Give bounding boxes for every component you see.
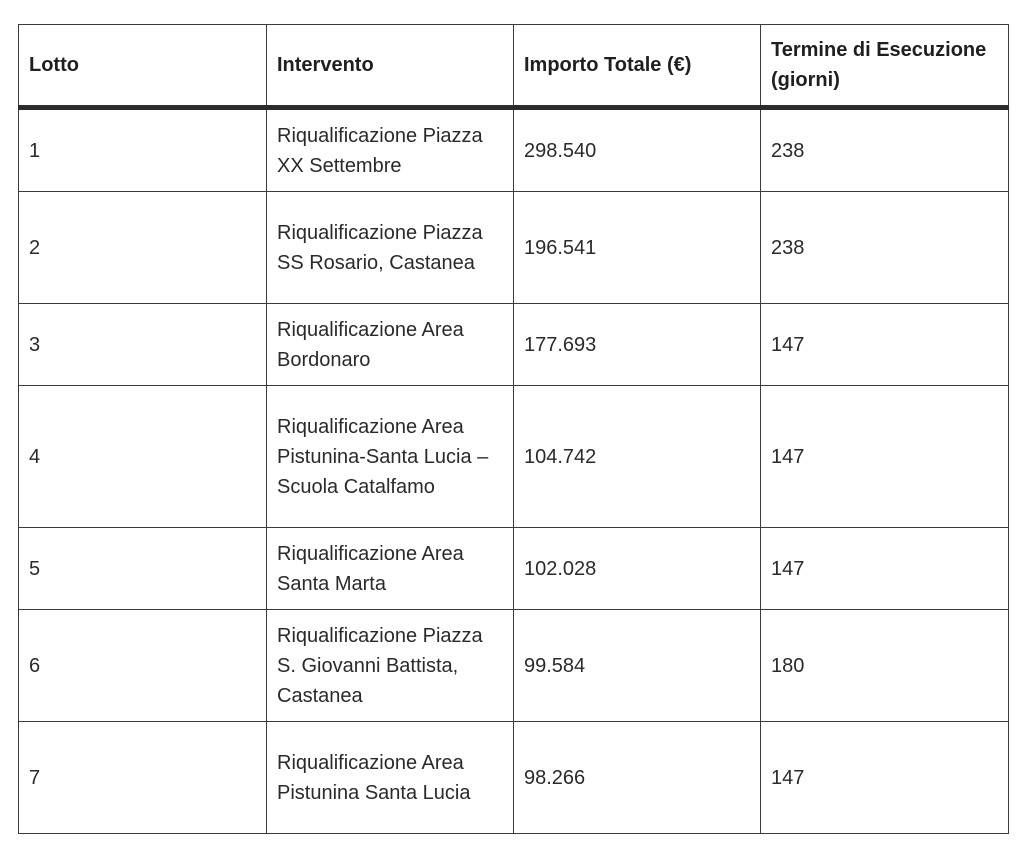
cell-intervento: Riqualificazione Area Pistunina Santa Lucia [267, 722, 514, 834]
cell-importo: 99.584 [514, 610, 761, 722]
cell-intervento: Riqualificazione Area Santa Marta [267, 528, 514, 610]
cell-importo: 104.742 [514, 386, 761, 528]
cell-termine: 147 [761, 304, 1009, 386]
table-row [19, 192, 1009, 304]
cell-lotto: 4 [19, 386, 267, 528]
header-row [19, 25, 1009, 108]
cell-importo: 98.266 [514, 722, 761, 834]
cell-termine: 180 [761, 610, 1009, 722]
header-importo-totale: Importo Totale (€) [514, 25, 761, 108]
cell-termine: 238 [761, 192, 1009, 304]
cell-termine: 147 [761, 722, 1009, 834]
cell-termine: 238 [761, 108, 1009, 192]
table-row [19, 304, 1009, 386]
table-row [19, 722, 1009, 834]
header-intervento: Intervento [267, 25, 514, 108]
cell-importo: 298.540 [514, 108, 761, 192]
cell-importo: 177.693 [514, 304, 761, 386]
lotti-table [18, 24, 1009, 834]
cell-intervento: Riqualificazione Area Bordonaro [267, 304, 514, 386]
cell-intervento: Riqualificazione Piazza XX Settembre [267, 108, 514, 192]
cell-lotto: 7 [19, 722, 267, 834]
table-header [19, 25, 1009, 108]
cell-lotto: 5 [19, 528, 267, 610]
cell-importo: 102.028 [514, 528, 761, 610]
header-lotto: Lotto [19, 25, 267, 108]
table-body [19, 108, 1009, 834]
cell-lotto: 3 [19, 304, 267, 386]
table-row [19, 610, 1009, 722]
cell-lotto: 6 [19, 610, 267, 722]
table-row [19, 386, 1009, 528]
table-row [19, 528, 1009, 610]
cell-lotto: 2 [19, 192, 267, 304]
lotti-table-container [18, 24, 1008, 834]
cell-intervento: Riqualificazione Piazza SS Rosario, Castanea [267, 192, 514, 304]
cell-lotto: 1 [19, 108, 267, 192]
cell-termine: 147 [761, 528, 1009, 610]
cell-intervento: Riqualificazione Area Pistunina-Santa Lucia – Scuola Catalfamo [267, 386, 514, 528]
table-row [19, 108, 1009, 192]
header-termine-esecuzione: Termine di Esecuzione (giorni) [761, 25, 1009, 108]
cell-importo: 196.541 [514, 192, 761, 304]
cell-termine: 147 [761, 386, 1009, 528]
cell-intervento: Riqualificazione Piazza S. Giovanni Battista, Castanea [267, 610, 514, 722]
